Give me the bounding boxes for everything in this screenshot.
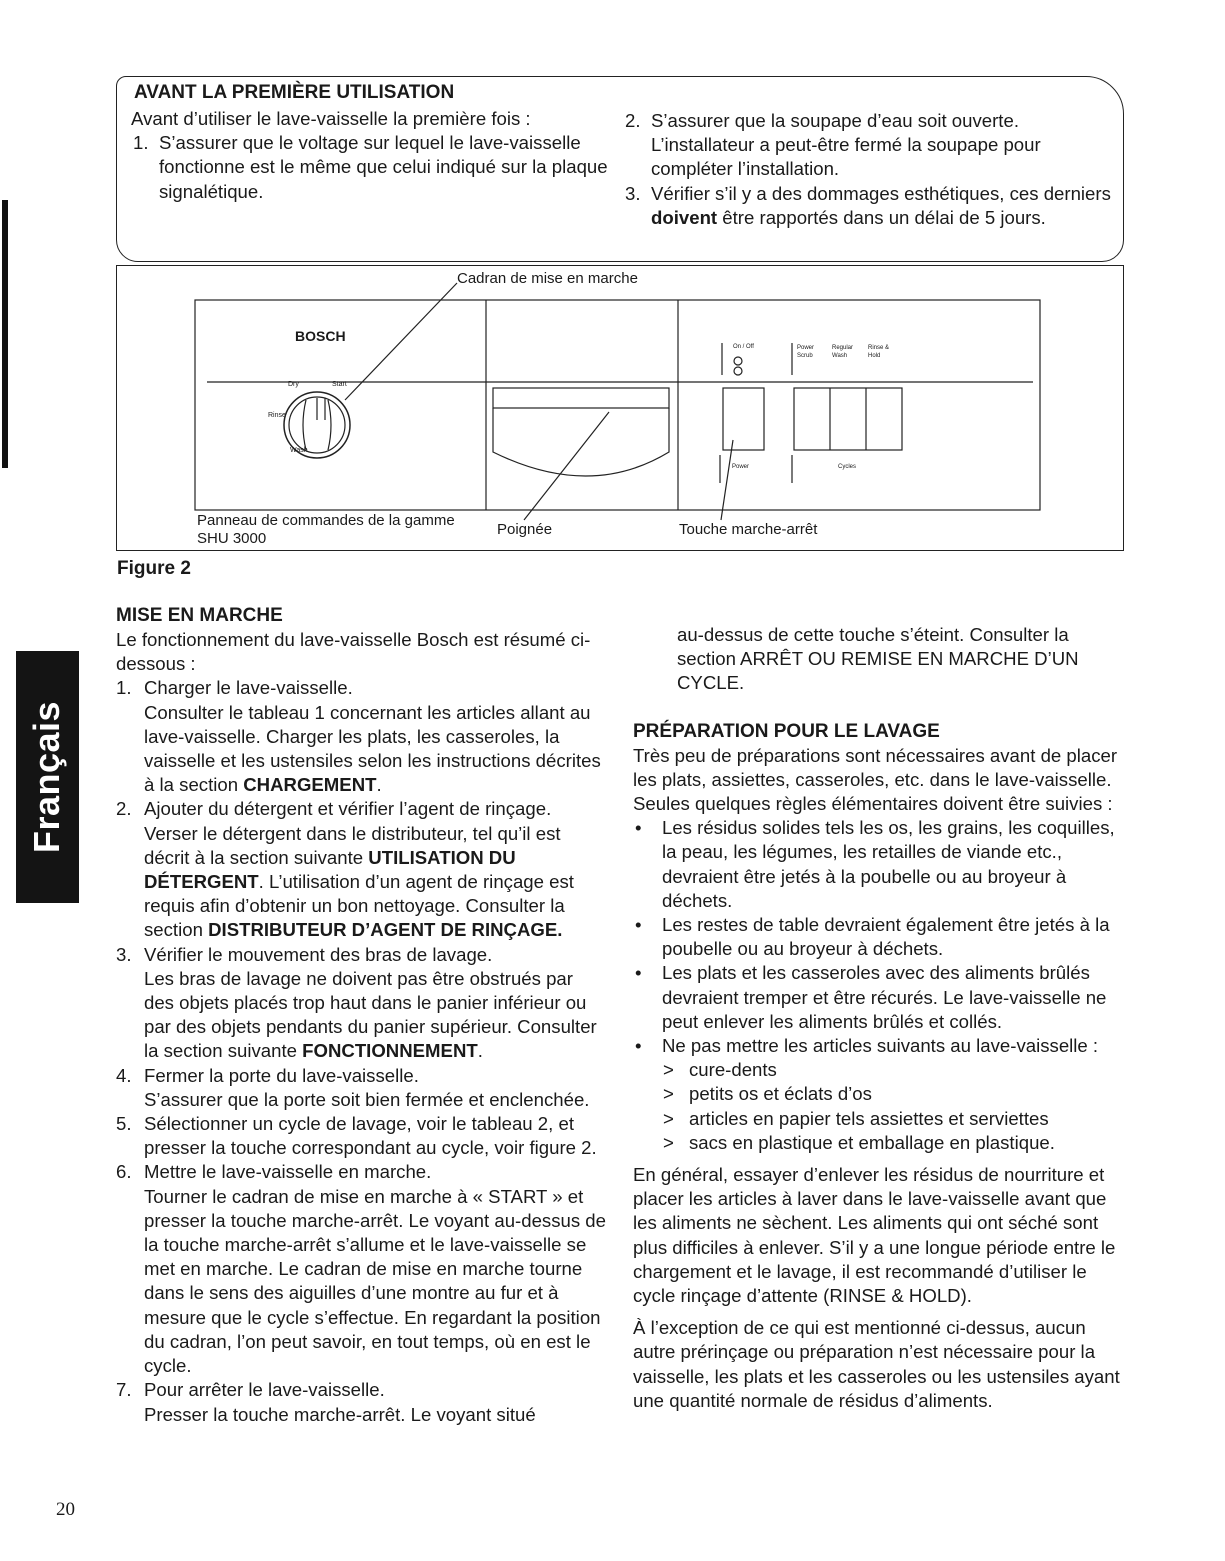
step-text: Sélectionner un cycle de lavage, voir le tableau 2, et presser la touche correspondant au cycle, voir figure 2. — [144, 1113, 597, 1159]
step-title: Pour arrêter le lave-vaisselle. — [144, 1379, 385, 1401]
intro-item-number: 2. — [625, 110, 641, 131]
step-6: 6. Mettre le lave-vaisselle en marche. Tourner le cadran de mise en marche à « START » et presser la touche marche-arrêt. Le voyant au-dessus de la touche marche-arrêt s’allume et le lave-vaisselle se met en marche. Le cadran de mise en marche tourne dans le sens des aiguilles d’une montre au fur et à mesure que le cycle s’effectue. En regardant la position du cadran, l’on peut savoir, en tout temps, où en est le cycle. — [116, 1160, 608, 1378]
dial-grip — [328, 400, 331, 450]
caption-button: Touche marche-arrêt — [679, 521, 818, 538]
onoff-label: On / Off — [733, 344, 754, 350]
step-text: Les bras de lavage ne doivent pas être obstrués par des objets placés trop haut dans le panier inférieur ou par des objets pendants du panier supérieur. Consulter la section suivante FONCTIONNEMENT. — [144, 967, 597, 1062]
step-3: 3. Vérifier le mouvement des bras de lavage. Les bras de lavage ne doivent pas être obstrués par des objets placés trop haut dans le panier inférieur ou par des objets pendants du panier supérieur. Consulter la section suivante FONCTIONNEMENT. — [116, 943, 608, 1064]
step-7: 7. Pour arrêter le lave-vaisselle. Presser la touche marche-arrêt. Le voyant situé — [116, 1378, 608, 1426]
caption-panel: Panneau de commandes de la gamme SHU 3000 — [197, 512, 455, 547]
step-text: Consulter le tableau 1 concernant les articles allant au lave-vaisselle. Charger les plats, les casseroles, la vaisselle et les ustensiles selon les instructions décrites à la section CHARGEMENT. — [144, 701, 601, 796]
cycles-label: Cycles — [838, 464, 857, 470]
dial-label-start: Start — [332, 381, 347, 388]
handle-top — [493, 388, 669, 408]
intro-title: AVANT LA PREMIÈRE UTILISATION — [134, 82, 455, 103]
language-tab-label: Français — [26, 700, 67, 854]
section-intro: Très peu de préparations sont nécessaires avant de placer les plats, assiettes, casseroles, etc. dans le lave-vaisselle. Seules quelques règles élémentaires doivent être suivies : — [633, 744, 1118, 815]
intro-item-number: 3. — [625, 182, 641, 204]
bullet-item: • Ne pas mettre les articles suivants au lave-vaisselle : — [635, 1035, 1099, 1057]
cycle-label-regular-wash: Regular Wash — [832, 345, 854, 359]
step-text: Presser la touche marche-arrêt. Le voyant situé — [144, 1403, 536, 1425]
intro-item-text: S’assurer que la soupape d’eau soit ouverte. L’installateur a peut-être fermé la soupape pour compléter l’installation. — [651, 110, 1041, 180]
sub-item: > sacs en plastique et emballage en plastique. — [663, 1131, 1055, 1153]
step-title: Mettre le lave-vaisselle en marche. — [144, 1161, 432, 1183]
page-number: 20 — [56, 1499, 75, 1520]
intro-item-number: 1. — [133, 132, 149, 154]
intro-item-text: être rapportés dans un délai de 5 jours. — [717, 206, 1046, 228]
dial-label-dry: Dry — [288, 381, 299, 388]
sub-item: > petits os et éclats d’os — [663, 1083, 872, 1105]
step-title: Fermer la porte du lave-vaisselle. — [144, 1064, 419, 1086]
brand-logo: BOSCH — [295, 328, 346, 344]
step-title: Ajouter du détergent et vérifier l’agent de rinçage. — [144, 798, 552, 820]
dial-grip — [303, 400, 306, 450]
dial-label-wash: Wash — [290, 447, 308, 454]
step-4: 4. Fermer la porte du lave-vaisselle. S’assurer que la porte soit bien fermée et enclenchée. — [116, 1064, 608, 1112]
step-title: Vérifier le mouvement des bras de lavage. — [144, 943, 493, 965]
intro-item-text: Vérifier s’il y a des dommages esthétiques, ces derniers — [651, 182, 1111, 204]
step-7-continuation: au-dessus de cette touche s’éteint. Consulter la section ARRÊT OU REMISE EN MARCHE D’UN CYCLE. — [677, 624, 1079, 694]
step-text: S’assurer que la porte soit bien fermée et enclenchée. — [144, 1088, 590, 1110]
step-text: Verser le détergent dans le distributeur, tel qu’il est décrit à la section suivante UTILISATION DU DÉTERGENT. L’utilisation d’un agent de rinçage est requis afin d’obtenir un bon nettoyage. Consulter la section DISTRIBUTEUR D’AGENT DE RINÇAGE. — [144, 822, 574, 941]
callout-line-button — [721, 440, 733, 520]
paragraph: En général, essayer d’enlever les résidus de nourriture et placer les articles à laver dans le lave-vaisselle avant que les aliments ne sèchent. Les aliments qui ont séché sont plus difficiles à enlever. S’il y a une longue période entre le chargement et le lavage, il est recommandé d’utiliser le cycle rinçage d’attente (RINSE & HOLD). — [633, 1164, 1116, 1307]
onoff-led — [734, 357, 742, 365]
bullet-item: • Les résidus solides tels les os, les grains, les coquilles, la peau, les légumes, les retailles de viande etc., devraient être jetés à la poubelle ou au broyeur à déchets. — [635, 817, 1115, 911]
bullet-item: • Les plats et les casseroles avec des aliments brûlés devraient tremper et être récurés. Le lave-vaisselle ne peut enlever les aliments brûlés et collés. — [635, 962, 1107, 1032]
sub-item: > cure-dents — [663, 1059, 777, 1081]
paragraph: À l’exception de ce qui est mentionné ci-dessus, aucun autre prérinçage ou préparation n’est nécessaire pour la vaisselle, les plats et les casseroles ou les ustensiles ayant une quantité normale de résidus d’aliments. — [633, 1317, 1120, 1411]
figure-caption: Figure 2 — [117, 558, 191, 579]
section-title: MISE EN MARCHE — [116, 605, 283, 626]
onoff-led — [734, 367, 742, 375]
left-column — [116, 604, 608, 1427]
step-1: 1. Charger le lave-vaisselle. Consulter le tableau 1 concernant les articles allant au lave-vaisselle. Charger les plats, les casseroles, la vaisselle et les ustensiles selon les instructions décrites à la section CHARGEMENT. — [116, 676, 608, 797]
cycle-buttons — [794, 388, 902, 450]
dial-label-rinse: Rinse — [268, 412, 286, 419]
callout-line-handle — [524, 412, 609, 520]
cycle-label-power-scrub: Power Scrub — [797, 345, 815, 359]
bullet-item: • Les restes de table devraient également être jetés à la poubelle ou au broyeur à déchets. — [635, 914, 1110, 960]
cycle-label-rinse-hold: Rinse & Hold — [868, 345, 890, 359]
right-column — [633, 623, 1129, 1413]
intro-item-text: S’assurer que le voltage sur lequel le lave-vaisselle fonctionne est le même que celui indiqué sur la plaque signalétique. — [159, 132, 608, 202]
step-5: 5. Sélectionner un cycle de lavage, voir le tableau 2, et presser la touche correspondant au cycle, voir figure 2. — [116, 1112, 608, 1160]
step-2: 2. Ajouter du détergent et vérifier l’agent de rinçage. Verser le détergent dans le distributeur, tel qu’il est décrit à la section suivante UTILISATION DU DÉTERGENT. L’utilisation d’un agent de rinçage est requis afin d’obtenir un bon nettoyage. Consulter la section DISTRIBUTEUR D’AGENT DE RINÇAGE. — [116, 797, 608, 942]
intro-item-emphasis: doivent — [651, 206, 718, 228]
sub-item: > articles en papier tels assiettes et serviettes — [663, 1107, 1049, 1129]
power-label: Power — [732, 464, 750, 470]
section-intro: Le fonctionnement du lave-vaisselle Bosch est résumé ci-dessous : — [116, 629, 591, 675]
intro-lead: Avant d’utiliser le lave-vaisselle la première fois : — [131, 108, 531, 129]
section-title: PRÉPARATION POUR LE LAVAGE — [633, 720, 940, 742]
callout-dial-label: Cadran de mise en marche — [457, 270, 638, 287]
power-button — [723, 388, 764, 450]
step-text: Tourner le cadran de mise en marche à « START » et presser la touche marche-arrêt. Le voyant au-dessus de la touche marche-arrêt s’allume et le lave-vaisselle se met en marche. Le cadran de mise en marche tourne dans le sens des aiguilles d’une montre au fur et à mesure que le cycle s’effectue. En regardant la position du cadran, l’on peut savoir, en tout temps, où en est le cycle. — [144, 1185, 606, 1377]
step-title: Charger le lave-vaisselle. — [144, 677, 353, 699]
caption-handle: Poignée — [497, 521, 553, 538]
handle-body — [493, 408, 669, 476]
